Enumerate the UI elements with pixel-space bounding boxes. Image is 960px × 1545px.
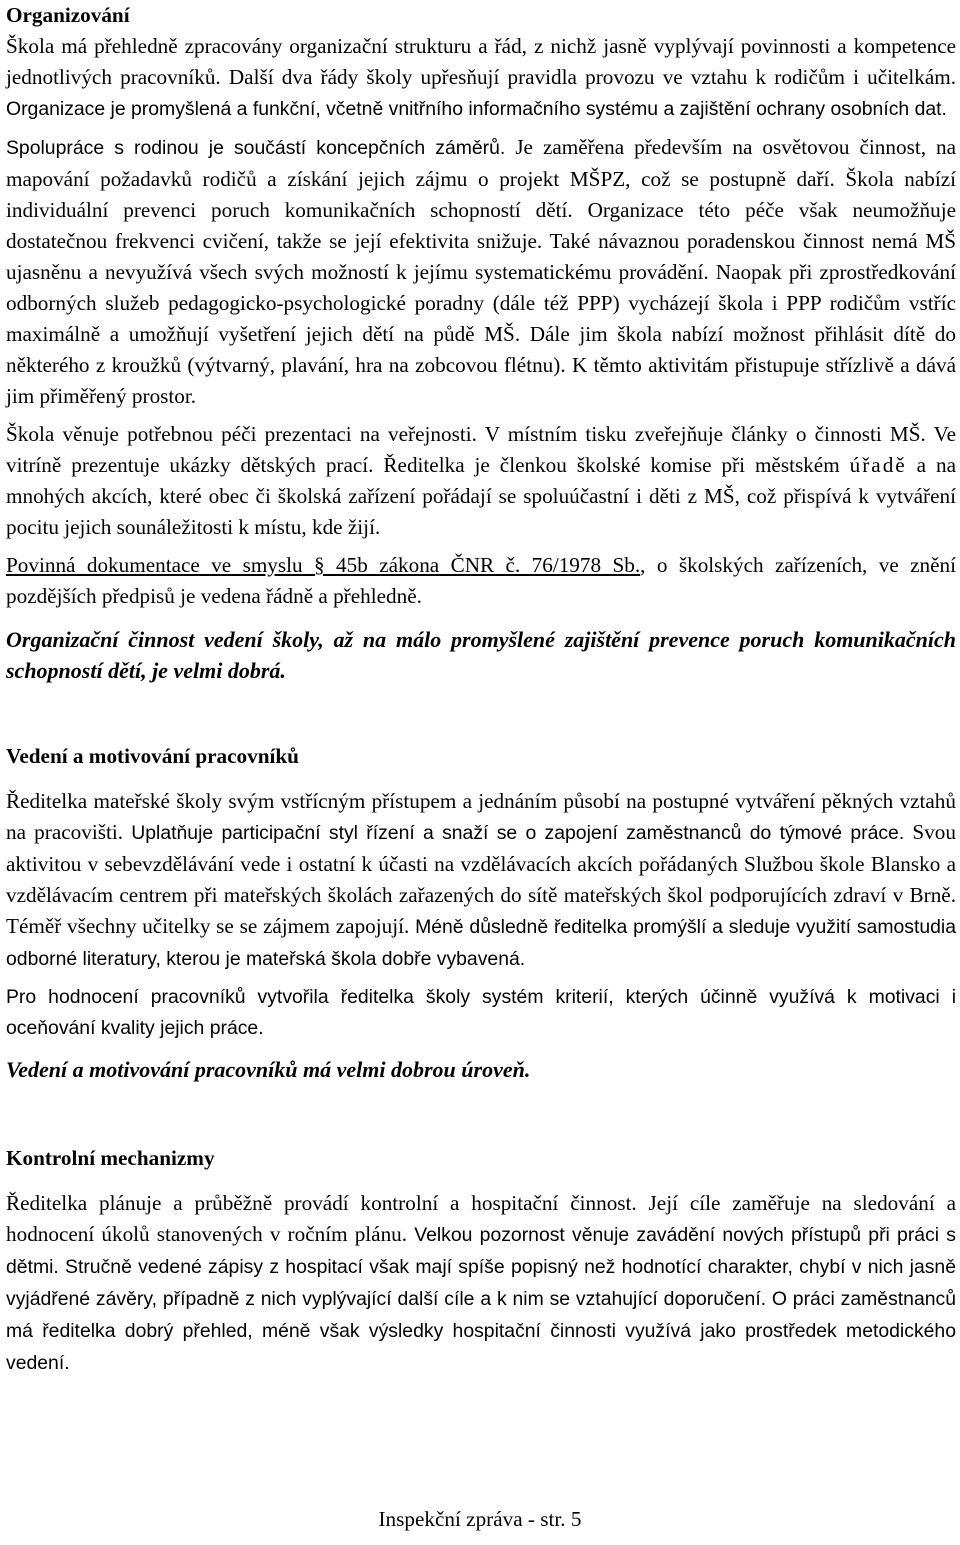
control-text-c: Stručně vedené zápisy z hospitací však mají spíše popisný než hodnotící charakter, chybí v nich jasně vyjádřené závěry, případně z nich vyplývající další cíle a k nim se vztahující doporučení. (6, 1256, 956, 1310)
paragraph-leadership (6, 786, 956, 975)
control-text-a: Ředitelka plánuje a průběžně provádí kontrolní a hospitační činnost. Její cíle zaměřuje na sledování a hodnocení úkolů stanovených v ročním plánu. (6, 1191, 956, 1246)
heading-vedeni: Vedení a motivování pracovníků (6, 744, 299, 768)
leadership-text-d: Méně důsledně ředitelka promýšlí a sleduje využití samostudia odborné literatury, kterou je mateřská škola dobře vybavená. (6, 916, 957, 970)
control-text-d: O práci zaměstnanců má ředitelka dobrý přehled, méně však výsledky hospitační činnosti využívá jako prostředek metodického vedení. (6, 1288, 957, 1374)
documentation-text: , o školských zařízeních, ve znění pozdějších předpisů je vedena řádně a přehledně. (6, 553, 957, 608)
heading-kontrolni: Kontrolní mechanizmy (6, 1146, 215, 1170)
control-text-b: Velkou pozornost věnuje zavádění nových přístupů při práci s dětmi. (6, 1224, 957, 1278)
page-footer: Inspekční zpráva - str. 5 (378, 1507, 582, 1531)
paragraph-evaluation: Pro hodnocení pracovníků vytvořila ředitelka školy systém kriterií, kterých účinně využívá k motivaci i oceňování kvality jejich práce. (6, 986, 956, 1039)
heading-organizovani: Organizování (6, 3, 130, 27)
paragraph-documentation (6, 550, 956, 612)
paragraph-family-cooperation (6, 132, 956, 412)
paragraph-presentation (6, 419, 956, 543)
presentation-text-end: a na mnohých akcích, které obec či školská zařízení pořádají se spoluúčastní i děti z MŠ, což přispívá k vytváření pocitu jejich sounáležitosti k místu, kde žijí. (6, 453, 957, 539)
section-kontrolni (6, 1143, 956, 1379)
presentation-text: Škola věnuje potřebnou péči prezentaci na veřejnosti. V místním tisku zveřejňuje články o činnosti MŠ. Ve vitríně prezentuje ukázky dětských prací. Ředitelka je členkou školské komise při městském (6, 422, 956, 477)
paragraph-org-structure (6, 31, 956, 125)
leadership-text-c: Svou aktivitou v sebevzdělávání vede i ostatní k účasti na vzdělávacích akcích pořádaných Službou škole Blansko a vzdělávacím centrem při mateřských školách zařazených do sítě mateřských škol podporujících zdraví v Brně. Téměř všechny učitelky se se zájmem zapojují. (6, 820, 956, 938)
conclusion-org-line1: Organizační činnost vedení školy, až na málo promyšlené zajištění prevence poruch (6, 627, 805, 652)
document-page (6, 0, 956, 1386)
family-cooperation-lead: Spolupráce s rodinou je součástí koncepčních záměrů. (6, 137, 506, 159)
conclusion-vedeni: Vedení a motivování pracovníků má velmi dobrou úroveň. (6, 1057, 531, 1082)
counseling-text: Také návaznou poradenskou činnost nemá MŠ ujasněnu a nevyužívá všech svých možností k jejímu systematickému provádění. Naopak při zprostředkování odborných služeb pedagogicko-psychologické poradny (dále též PPP) vycházejí škola i PPP rodičům vstříc maximálně a umožňují vyšetření jejich dětí na půdě MŠ. Dále jim škola nabízí možnost přihlásit dítě do některého z kroužků (výtvarný, plavání, hra na zobcovou flétnu). K těmto aktivitám přistupuje střízlivě a dává jim přiměřený prostor. (6, 229, 956, 408)
paragraph-control (6, 1188, 956, 1379)
presentation-office-word: úřadě (849, 453, 907, 477)
law-reference: Povinná dokumentace ve smyslu § 45b zákona ČNR č. 76/1978 Sb. (6, 553, 641, 577)
conclusion-organizovani (6, 624, 956, 686)
leadership-text-b: Uplatňuje participační styl řízení a snaží se o zapojení zaměstnanců do týmové práce. (131, 822, 905, 844)
family-cooperation-text: Je zaměřena především na osvětovou činnost, na mapování požadavků rodičů a získání jejich zájmu o projekt MŠPZ, což se postupně daří. Škola nabízí individuální prevenci poruch komunikačních schopností dětí. Organizace této péče však neumožňuje dostatečnou frekvenci cvičení, takže se její efektivita snižuje. (6, 135, 957, 253)
org-structure-text: Škola má přehledně zpracovány organizační strukturu a řád, z nichž jasně vyplývají povinnosti a kompetence jednotlivých pracovníků. Další dva řády školy upřesňují pravidla provozu ve vztahu k rodičům i učitelkám. (6, 34, 956, 89)
conclusion-org-line2: komunikačních schopností dětí, je velmi dobrá. (6, 627, 956, 683)
org-info-system-text: Organizace je promyšlená a funkční, včetně vnitřního informačního systému a zajištění ochrany osobních dat. (6, 98, 947, 120)
section-vedeni (6, 741, 956, 1085)
section-organizovani (6, 0, 956, 686)
leadership-text-a: Ředitelka mateřské školy svým vstřícným přístupem a jednáním působí na postupné vytváření pěkných vztahů na pracovišti. (6, 789, 956, 844)
